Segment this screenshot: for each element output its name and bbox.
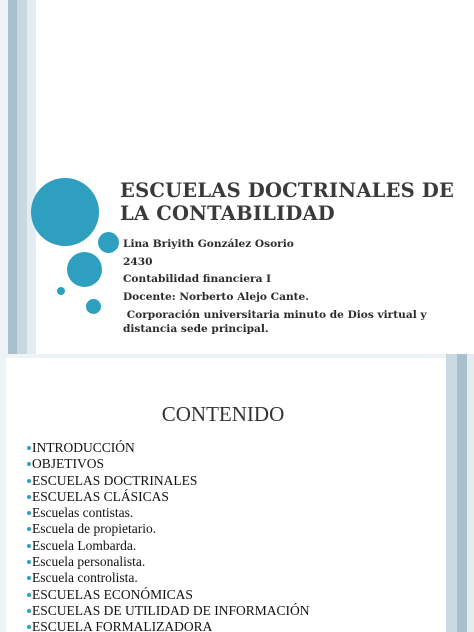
- decorative-circle: [67, 252, 102, 287]
- list-item-label: ESCUELAS ECONÓMICAS: [32, 586, 193, 602]
- list-item: [30, 603, 440, 619]
- list-item-label: Escuela controlista.: [32, 570, 138, 586]
- list-item: [30, 538, 440, 554]
- list-item: [30, 456, 440, 472]
- list-item: [30, 554, 440, 570]
- decorative-circle-large: [31, 178, 99, 246]
- decorative-edge: [0, 0, 8, 354]
- bullet-icon: [27, 625, 31, 629]
- bullet-icon: [27, 609, 31, 613]
- decorative-circle: [98, 232, 119, 253]
- teacher-name: Docente: Norberto Alejo Cante.: [123, 290, 309, 303]
- list-item-label: Escuelas contistas.: [32, 505, 134, 521]
- list-item: [30, 489, 440, 505]
- list-item-label: ESCUELA FORMALIZADORA: [32, 619, 213, 632]
- bullet-icon: [27, 593, 31, 597]
- list-item-label: OBJETIVOS: [32, 456, 105, 472]
- decorative-stripe: [8, 0, 17, 354]
- list-item-label: ESCUELAS DE UTILIDAD DE INFORMACIÓN: [32, 602, 310, 618]
- slide-title: ESCUELAS DOCTRINALES DE LA CONTABILIDAD: [120, 179, 455, 225]
- decorative-stripe: [467, 354, 474, 632]
- contents-slide: [0, 354, 474, 632]
- bullet-icon: [27, 495, 31, 499]
- decorative-stripe: [457, 354, 467, 632]
- bullet-icon: [27, 544, 31, 548]
- list-item: [30, 587, 440, 603]
- list-item: [30, 473, 440, 489]
- decorative-stripe: [446, 354, 457, 632]
- contents-list: [30, 440, 440, 632]
- author-name: Lina Briyith González Osorio: [123, 238, 294, 250]
- list-item: [30, 521, 440, 537]
- decorative-stripe: [27, 0, 36, 354]
- list-item: [30, 440, 440, 456]
- bullet-icon: [27, 527, 31, 531]
- list-item-label: INTRODUCCIÓN: [32, 440, 135, 455]
- bullet-icon: [27, 576, 31, 580]
- bullet-icon: [27, 446, 31, 450]
- list-item-label: ESCUELAS CLÁSICAS: [32, 488, 169, 504]
- course-name: Contabilidad financiera I: [123, 273, 272, 285]
- student-code: 2430: [123, 255, 153, 268]
- list-item-label: Escuela Lombarda.: [32, 537, 137, 553]
- list-item-label: Escuela personalista.: [32, 554, 146, 570]
- decorative-circle-small: [86, 299, 101, 314]
- list-item: [30, 570, 440, 586]
- bullet-icon: [27, 511, 31, 515]
- institution-name: Corporación universitaria minuto de Dios virtual y distancia sede principal.: [123, 309, 431, 335]
- list-item: [30, 505, 440, 521]
- bullet-icon: [27, 462, 31, 466]
- list-item-label: Escuela de propietario.: [32, 521, 157, 537]
- bullet-icon: [27, 560, 31, 564]
- contents-heading: CONTENIDO: [161, 402, 285, 426]
- bullet-icon: [27, 479, 31, 483]
- decorative-circle-small: [57, 287, 65, 295]
- list-item-label: ESCUELAS DOCTRINALES: [32, 472, 198, 488]
- slide-subtitle-block: [123, 236, 463, 336]
- decorative-stripe: [17, 0, 27, 354]
- list-item: [30, 619, 440, 632]
